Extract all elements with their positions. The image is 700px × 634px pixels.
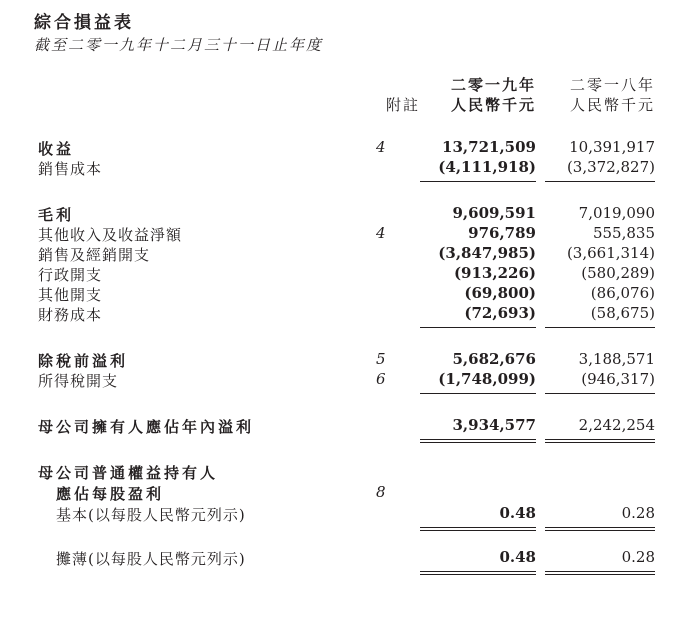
- row-label: 基本(以每股人民幣元列示): [56, 506, 246, 524]
- row-note: 4: [376, 138, 386, 156]
- col-2019-year: 二零一九年: [450, 76, 536, 94]
- row-label: 毛利: [38, 206, 75, 224]
- value-2019: 0.48: [499, 504, 536, 522]
- value-2018: 2,242,254: [578, 416, 655, 434]
- value-2018: 555,835: [592, 224, 655, 242]
- divider-line: [545, 530, 655, 531]
- divider-line: [420, 439, 536, 440]
- divider-line: [545, 393, 655, 394]
- row-label: 母公司擁有人應佔年內溢利: [38, 418, 255, 436]
- row-note: 4: [376, 224, 386, 242]
- table-row: [0, 548, 700, 570]
- col-2018-year: 二零一八年: [569, 76, 655, 94]
- row-label: 攤薄(以每股人民幣元列示): [56, 550, 246, 568]
- col-2019-unit: 人民幣千元: [450, 96, 536, 114]
- value-2018: 7,019,090: [578, 204, 655, 222]
- divider-line: [545, 327, 655, 328]
- table-row: [0, 138, 700, 160]
- statement-title: 綜合損益表: [34, 13, 134, 33]
- value-2019: 976,789: [468, 224, 536, 242]
- value-2018: 0.28: [621, 548, 655, 566]
- value-2019: (72,693): [464, 304, 536, 322]
- row-label: 所得稅開支: [38, 372, 119, 390]
- value-2019: (3,847,985): [438, 244, 536, 262]
- divider-line: [420, 530, 536, 531]
- value-2018: 0.28: [621, 504, 655, 522]
- divider-line: [420, 327, 536, 328]
- row-label: 其他收入及收益淨額: [38, 226, 183, 244]
- table-row: [0, 462, 700, 484]
- row-note: 8: [376, 483, 386, 501]
- value-2018: (58,675): [590, 304, 655, 322]
- divider-line: [420, 393, 536, 394]
- value-2018: (946,317): [581, 370, 655, 388]
- row-label: 財務成本: [38, 306, 103, 324]
- table-row: [0, 304, 700, 326]
- divider-line: [420, 527, 536, 528]
- value-2019: 0.48: [499, 548, 536, 566]
- value-2019: (913,226): [453, 264, 536, 282]
- row-note: 5: [376, 350, 386, 368]
- value-2019: (4,111,918): [438, 158, 536, 176]
- row-note: 6: [376, 370, 386, 388]
- row-label: 銷售成本: [38, 160, 103, 178]
- value-2019: (1,748,099): [438, 370, 536, 388]
- note-column-header: 附註: [385, 96, 420, 114]
- row-label: 除稅前溢利: [38, 352, 129, 370]
- row-label: 銷售及經銷開支: [38, 246, 151, 264]
- table-row: [0, 224, 700, 246]
- table-row: [0, 244, 700, 266]
- divider-line: [545, 439, 655, 440]
- row-label: 收益: [38, 140, 75, 158]
- table-row: [0, 264, 700, 286]
- table-row: [0, 204, 700, 226]
- table-row: [0, 483, 700, 505]
- row-label: 母公司普通權益持有人: [38, 464, 219, 482]
- divider-line: [545, 571, 655, 572]
- divider-line: [545, 181, 655, 182]
- divider-line: [545, 442, 655, 443]
- value-2018: 3,188,571: [578, 350, 655, 368]
- value-2019: (69,800): [464, 284, 536, 302]
- value-2019: 5,682,676: [452, 350, 536, 368]
- table-row: [0, 284, 700, 306]
- divider-line: [420, 442, 536, 443]
- value-2018: (3,372,827): [566, 158, 655, 176]
- value-2018: 10,391,917: [569, 138, 655, 156]
- row-label: 應佔每股盈利: [56, 485, 165, 503]
- divider-line: [545, 574, 655, 575]
- divider-line: [420, 181, 536, 182]
- value-2019: 13,721,509: [442, 138, 536, 156]
- value-2018: (86,076): [590, 284, 655, 302]
- table-row: [0, 504, 700, 526]
- statement-period: 截至二零一九年十二月三十一日止年度: [34, 36, 324, 54]
- row-label: 行政開支: [38, 266, 103, 284]
- value-2018: (580,289): [581, 264, 655, 282]
- table-row: [0, 158, 700, 180]
- value-2019: 3,934,577: [452, 416, 536, 434]
- value-2018: (3,661,314): [566, 244, 655, 262]
- table-row: [0, 370, 700, 392]
- table-row: [0, 416, 700, 438]
- table-row: [0, 350, 700, 372]
- divider-line: [420, 571, 536, 572]
- divider-line: [420, 574, 536, 575]
- col-2018-unit: 人民幣千元: [569, 96, 655, 114]
- divider-line: [545, 527, 655, 528]
- row-label: 其他開支: [38, 286, 103, 304]
- value-2019: 9,609,591: [452, 204, 536, 222]
